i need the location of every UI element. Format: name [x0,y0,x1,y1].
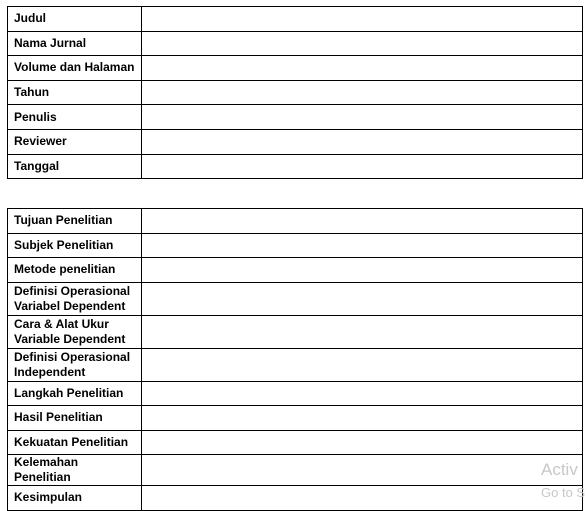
table-row [8,282,583,315]
metode-penelitian-value-cell[interactable] [142,258,583,283]
row-label-tujuan-penelitian: Tujuan Penelitian [8,209,142,234]
table-row [8,430,583,455]
table-row [8,129,583,154]
row-label-definisi-operasional-independent: Definisi Operasional Independent [8,348,142,381]
table-row [8,56,583,81]
cara-alat-ukur-variable-dependent-value-cell[interactable] [142,315,583,348]
row-label-tanggal: Tanggal [8,154,142,179]
definisi-operasional-variabel-dependent-value-cell[interactable] [142,282,583,315]
kesimpulan-value-cell[interactable] [142,485,586,511]
table-row [8,486,583,511]
table-row [8,154,583,179]
row-label-kekuatan-penelitian: Kekuatan Penelitian [8,430,142,455]
table-row [8,348,583,381]
reviewer-value-cell[interactable] [142,129,583,154]
table-row [8,315,583,348]
row-label-nama-jurnal: Nama Jurnal [8,31,142,56]
row-label-subjek-penelitian: Subjek Penelitian [8,233,142,258]
table-row [8,233,583,258]
row-label-langkah-penelitian: Langkah Penelitian [8,381,142,406]
row-label-tahun: Tahun [8,80,142,105]
table-row [8,455,583,486]
row-label-volume-dan-halaman: Volume dan Halaman [8,56,142,81]
kekuatan-penelitian-value-cell[interactable] [142,430,583,455]
kelemahan-penelitian-value-cell[interactable] [142,455,583,486]
tujuan-penelitian-value-cell[interactable] [142,209,583,234]
table-row [8,381,583,406]
row-label-reviewer: Reviewer [8,129,142,154]
row-label-metode-penelitian: Metode penelitian [8,258,142,283]
journal-review-table [7,208,586,511]
nama-jurnal-value-cell[interactable] [142,31,583,56]
penulis-value-cell[interactable] [142,105,583,130]
table-row [8,105,583,130]
row-label-judul: Judul [8,7,142,32]
volume-dan-halaman-value-cell[interactable] [142,56,583,81]
activation-watermark-subtitle: Go to S [541,485,586,500]
row-label-kesimpulan: Kesimpulan [8,486,142,511]
table-row [8,7,583,32]
tahun-value-cell[interactable] [142,80,583,105]
row-label-definisi-operasional-variabel-dependent: Definisi Operasional Variabel Dependent [8,282,142,315]
hasil-penelitian-value-cell[interactable] [142,406,583,431]
subjek-penelitian-value-cell[interactable] [142,233,583,258]
table-row [8,258,583,283]
tanggal-value-cell[interactable] [142,154,583,179]
table-row [8,209,583,234]
row-label-penulis: Penulis [8,105,142,130]
journal-identity-table [7,6,583,179]
table-row [8,80,583,105]
definisi-operasional-independent-value-cell[interactable] [142,348,583,381]
row-label-kelemahan-penelitian: Kelemahan Penelitian [8,455,142,486]
row-label-cara-alat-ukur-variable-dependent: Cara & Alat Ukur Variable Dependent [8,315,142,348]
activation-watermark-title: Activ [541,460,578,479]
table-row [8,31,583,56]
judul-value-cell[interactable] [142,7,583,32]
langkah-penelitian-value-cell[interactable] [142,381,583,406]
table-row [8,406,583,431]
row-label-hasil-penelitian: Hasil Penelitian [8,406,142,431]
